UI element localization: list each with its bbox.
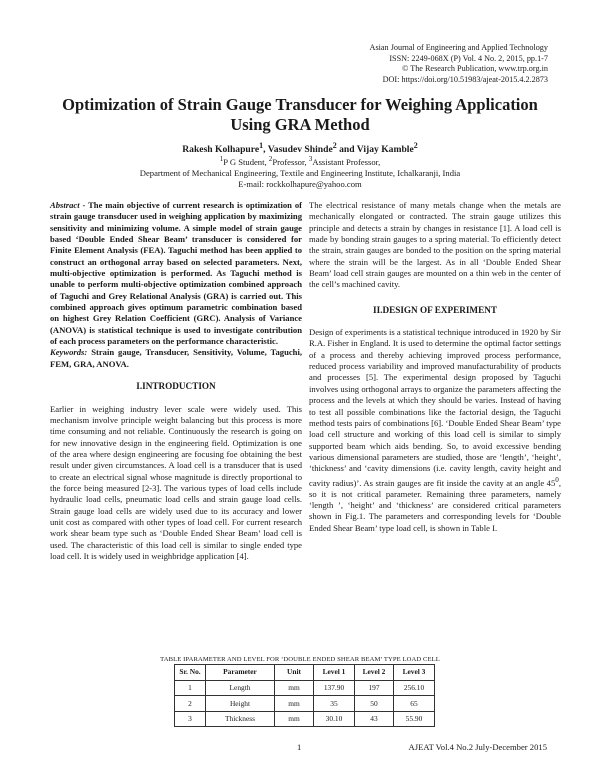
table-cell: 30.10 bbox=[314, 711, 355, 727]
table-cell: 35 bbox=[314, 696, 355, 712]
table-cell: Length bbox=[206, 680, 275, 696]
role-mark-3: 3 bbox=[308, 155, 313, 163]
journal-doi: DOI: https://doi.org/10.51983/ajeat-2015.4.2.2873 bbox=[382, 74, 548, 84]
role-3: Assistant Professor, bbox=[312, 156, 381, 167]
journal-publisher: © The Research Publication, www.trp.org.in bbox=[402, 64, 548, 74]
table-cell: mm bbox=[275, 680, 314, 696]
abstract bbox=[50, 200, 302, 347]
parameter-table bbox=[174, 664, 435, 727]
role-mark-2: 2 bbox=[268, 155, 273, 163]
author-2-mark: 2 bbox=[332, 141, 337, 150]
intro-text: Earlier in weighing industry lever scale were widely used. This mechanism involve principle weight balancing but this process is more time consuming and not reliable. Continuously the research is going on for new innovative design in the engineering field. Optimization is one of the area where design engineering are focusing foe obtaining the best result under given circumstances. A load cell is a transducer that is used to create an electrical signal whose magnitude is directly proportional to the force being measured [2-3]. The various types of load cells include hydraulic load cells, pneumatic load cells and strain gauge load cells. Strain gauge load cells are widely used due to its accuracy and lower unit cost as compared with other types of load cell. For current research work shear beam type such as ‘Double Ended Shear Beam’ load cell is used. The characteristic of this load cell is similar to single ended type load cell. It is widely used in weighbridge application [4]. bbox=[50, 403, 302, 561]
page-number: 1 bbox=[297, 742, 302, 752]
role-2: Professor, bbox=[272, 156, 309, 167]
email: E-mail: rockkolhapure@yahoo.com bbox=[238, 178, 362, 189]
journal-name: Asian Journal of Engineering and Applied Technology bbox=[369, 43, 548, 52]
table-cell: 2 bbox=[175, 696, 206, 712]
author-roles bbox=[40, 154, 560, 168]
table-header-row bbox=[175, 665, 435, 681]
journal-issn: ISSN: 2249-068X (P) Vol. 4 No. 2, 2015, pp.1-7 bbox=[389, 53, 548, 63]
department: Department of Mechanical Engineering, Textile and Engineering Institute, Ichalkaranji, India bbox=[139, 167, 461, 178]
author-1: Rakesh Kolhapure bbox=[182, 144, 260, 156]
table-cell: 50 bbox=[355, 696, 394, 712]
table-cell: 137.90 bbox=[314, 680, 355, 696]
table-row bbox=[175, 711, 435, 727]
header-unit: Unit bbox=[275, 665, 314, 681]
intro-heading: I.INTRODUCTION bbox=[136, 381, 216, 392]
role-mark-1: 1 bbox=[219, 155, 224, 163]
design-text-a: Design of experiments is a statistical technique introduced in 1920 by Sir R.A. Fisher in England. It is used to determine the optimal factor settings of a process and thereby achieving improved process performance, reduced process variability and improved manufacturability of products and processes [5]. The experimental design proposed by Taguchi involves using orthogonal arrays to organize the parameters affecting the process and the levels at which they should be varies. Instead of having to test all possible combinations like the factorial design, the Taguchi method tests pairs of combinations [6]. ‘Double Ended Shear Beam’ type load cell structure and working of this load cell is similar to simply supported beam which aids bending. So, to avoid excessive bending various dimensional parameters are studied, those are ‘length’, ‘height’, ‘thickness’ and ‘cavity dimensions (i.e. cavity length, cavity height and cavity radius)’. As strain gauges are fit inside the cavity at an angle 45 bbox=[309, 327, 561, 488]
header-level-1: Level 1 bbox=[314, 665, 355, 681]
journal-header bbox=[370, 43, 548, 85]
right-column bbox=[309, 200, 561, 534]
author-2: , Vasudev Shinde bbox=[263, 144, 333, 156]
keywords bbox=[50, 347, 302, 370]
degree-mark: 0 bbox=[555, 475, 559, 484]
table-cell: mm bbox=[275, 711, 314, 727]
table-cell: mm bbox=[275, 696, 314, 712]
keywords-text: Strain gauge, Transducer, Sensitivity, Volume, Taguchi, FEM, GRA, ANOVA. bbox=[50, 347, 302, 369]
table-row bbox=[175, 680, 435, 696]
abstract-label: Abstract bbox=[50, 200, 80, 210]
design-heading: II.DESIGN OF EXPERIMENT bbox=[373, 304, 497, 315]
author-3-mark: 2 bbox=[413, 141, 418, 150]
role-1: P G Student, bbox=[223, 156, 269, 167]
author-3: and Vijay Kamble bbox=[336, 144, 414, 156]
keywords-label: Keywords: bbox=[50, 347, 88, 358]
header-level-3: Level 3 bbox=[394, 665, 435, 681]
table-cell: 43 bbox=[355, 711, 394, 727]
table-cell: 3 bbox=[175, 711, 206, 727]
header-parameter: Parameter bbox=[206, 665, 275, 681]
author-1-mark: 1 bbox=[259, 141, 264, 150]
table-row bbox=[175, 696, 435, 712]
table-cell: 55.90 bbox=[394, 711, 435, 727]
design-text-b: , so it is not critical parameter. Remaining three parameters, namely ‘length ’, ‘height’ and ‘thickness’ are considered critical parameters shown in Fig.1. The parameters and corresponding levels for ‘Double Ended Shear Beam’ type load cell, is shown in Table I. bbox=[309, 477, 561, 533]
design-text bbox=[309, 327, 561, 534]
header-sr-no: Sr. No. bbox=[175, 665, 206, 681]
table-cell: 197 bbox=[355, 680, 394, 696]
header-level-2: Level 2 bbox=[355, 665, 394, 681]
table-cell: 256.10 bbox=[394, 680, 435, 696]
footer-journal: AJEAT Vol.4 No.2 July-December 2015 bbox=[408, 742, 547, 752]
strain-gauge-text: The electrical resistance of many metals change when the metals are mechanically elongated or contracted. The strain gauge utilizes this principle and detects a strain by changes in resistance [1]. A load cell is made by bonding strain gauges to a spring material. To efficiently detect the strain, strain gauges are bonded to the position on the spring material where the strain will be the largest. As in all ‘Double Ended Shear Beam’ load cell strain gauges are mounted on a thin web in the center of the cell’s machined cavity. bbox=[309, 200, 561, 290]
table-cell: 1 bbox=[175, 680, 206, 696]
affiliation bbox=[40, 154, 560, 190]
abstract-text: - The main objective of current research is optimization of strain gauge transducer used in weighing application by maximizing sensitivity and minimizing volume. A simple model of strain gauge based ‘Double Ended Shear Beam’ transducer is considered for Finite Element Analysis (FEA). Taguchi method has been applied to construct an orthogonal array based on selected parameters. Next, multi-objective optimization is performed. As Taguchi method is unable to perform multi-objective optimization combined approach of Taguchi and Grey Relational Analysis (GRA) is carried out. This combined approach gives optimum parametric combination based on highest Grey Relation Coefficient (GRC). Analysis of Variance (ANOVA) is statistical technique is used to investigate contribution of each process parameters on the performance characteristic. bbox=[50, 200, 302, 347]
table-cell: 65 bbox=[394, 696, 435, 712]
paper-title: Optimization of Strain Gauge Transducer for Weighing Application Using GRA Method bbox=[62, 95, 538, 134]
left-column bbox=[50, 200, 302, 562]
table-cell: Height bbox=[206, 696, 275, 712]
table-cell: Thickness bbox=[206, 711, 275, 727]
table-caption: TABLE IPARAMETER AND LEVEL FOR ‘DOUBLE ENDED SHEAR BEAM’ TYPE LOAD CELL bbox=[160, 656, 440, 663]
